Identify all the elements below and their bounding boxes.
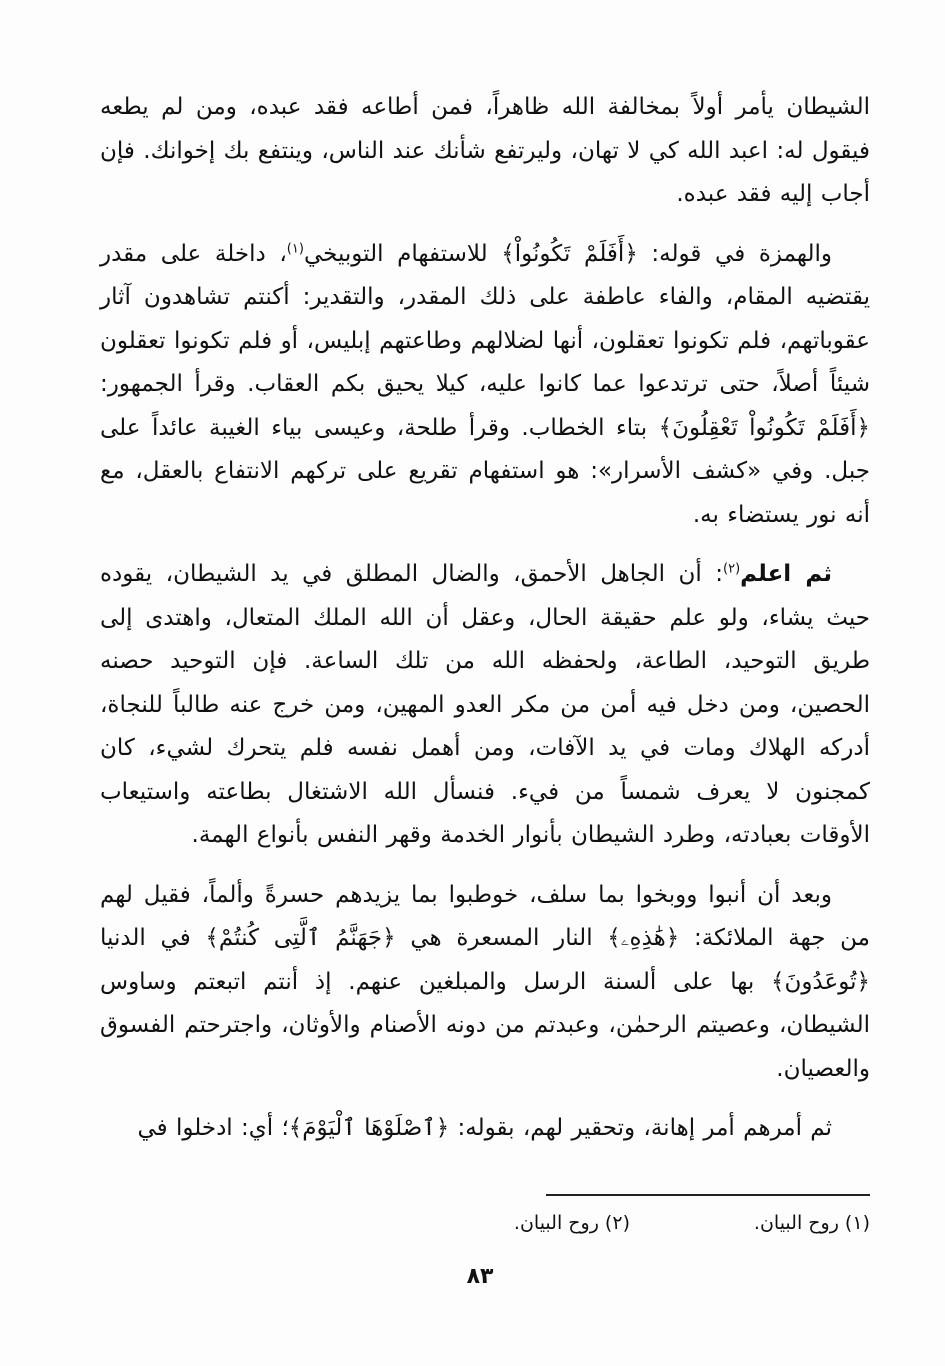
paragraph-2-text-end: ، داخلة على مقدر يقتضيه المقام، والفاء عاطفة على ذلك المقدر، والتقدير: أكنتم تشاهدون آثار عقوباتهم، فلم تكونوا تعقلون، أنها لضلالهم وطاعتهم إبليس، أو فلم تكونوا تعقلون شيئاً أصلاً، حتى ترتدعوا عما كانوا عليه، كيلا يحيق بكم العقاب. وقرأ الجمهور: ﴿أَفَلَمْ تَكُونُواْ تَعْقِلُونَ﴾ بتاء الخطاب. وقرأ طلحة، وعيسى بياء الغيبة عائداً على جبل. وفي «كشف الأسرار»: هو استفهام تقريع على تركهم الانتفاع بالعقل، مع أنه نور يستضاء به. <box>100 240 870 528</box>
paragraph-2-text-start: والهمزة في قوله: ﴿أَفَلَمْ تَكُونُواْ﴾ للاستفهام التوبيخي <box>303 240 832 267</box>
paragraph-5 <box>100 1107 870 1151</box>
paragraph-1 <box>100 86 870 217</box>
paragraph-5-text: ثم أمرهم أمر إهانة، وتحقير لهم، بقوله: ﴿ٱصْلَوْهَا ٱلْيَوْمَ﴾؛ أي: ادخلوا في <box>137 1115 832 1141</box>
main-text <box>100 86 870 1167</box>
footnote-divider <box>546 1194 870 1196</box>
paragraph-1-text: الشيطان يأمر أولاً بمخالفة الله ظاهراً، فمن أطاعه فقد عبده، ومن لم يطعه فيقول له: اعبد الله كي لا تهان، وليرتفع شأنك عند الناس، وينتفع بك إخوانك. فإن أجاب إليه فقد عبده. <box>100 94 870 207</box>
footnote-2: (٢) روح البيان. <box>513 1212 630 1234</box>
paragraph-3-lead: ثم اعلم <box>740 561 832 587</box>
page-number: ٨٣ <box>466 1264 494 1289</box>
paragraph-2 <box>100 233 870 538</box>
paragraph-3-text: : أن الجاهل الأحمق، والضال المطلق في يد الشيطان، يقوده حيث يشاء، ولو علم حقيقة الحال، وعقل أن الله الملك المتعال، واهتدى إلى طريق التوحيد، الطاعة، ولحفظه الله من تلك الساعة. فإن التوحيد حصنه الحصين، ومن دخل فيه أمن من مكر العدو المهين، ومن خرج عنه طالباً للنجاة، أدركه الهلاك ومات في يد الآفات، ومن أهمل نفسه فلم يتحرك لشيء، كان كمجنون لا يعرف شمساً من فيء. فنسأل الله الاشتغال بطاعته واستيعاب الأوقات بعبادته، وطرد الشيطان بأنوار الخدمة وقهر النفس بأنواع الهمة. <box>100 561 870 848</box>
paragraph-3 <box>100 553 870 858</box>
paragraph-4-text: وبعد أن أنبوا ووبخوا بما سلف، خوطبوا بما يزيدهم حسرةً وألماً، فقيل لهم من جهة الملائكة: ﴿هَٰذِهِۦ﴾ النار المسعرة هي ﴿جَهَنَّمُ ٱلَّتِى كُنتُمْ﴾ في الدنيا ﴿تُوعَدُونَ﴾ بها على ألسنة الرسل والمبلغين عنهم. إذ أنتم اتبعتم وساوس الشيطان، وعصيتم الرحمٰن، وعبدتم من دونه الأصنام والأوثان، واجترحتم الفسوق والعصيان. <box>100 881 870 1082</box>
footnote-ref-1: (١) <box>286 240 304 256</box>
footnote-ref-2: (٢) <box>723 561 741 577</box>
footnote-1: (١) روح البيان. <box>753 1212 870 1234</box>
footnotes <box>290 1212 870 1234</box>
paragraph-4 <box>100 874 870 1092</box>
